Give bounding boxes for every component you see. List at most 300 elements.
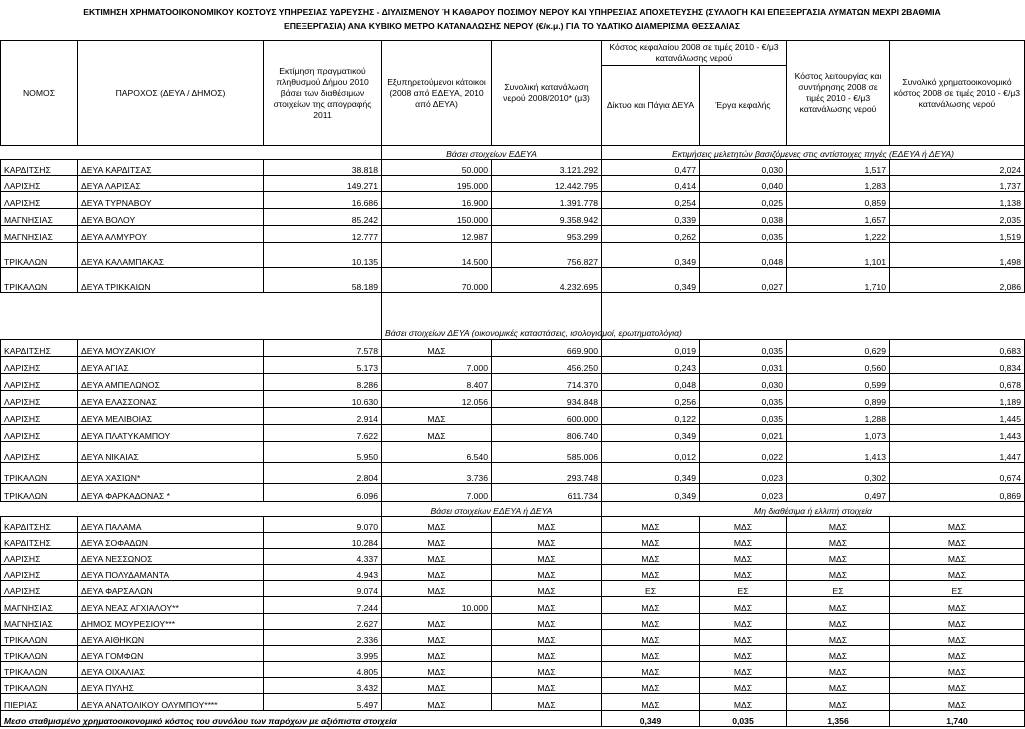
- cell-network: ΜΔΣ: [602, 549, 700, 565]
- cell-paroxos: ΔΕΥΑ ΑΝΑΤΟΛΙΚΟΥ ΟΛΥΜΠΟΥ****: [78, 694, 264, 711]
- cell-population: 7.622: [264, 425, 382, 442]
- cell-total: 1,189: [890, 391, 1025, 408]
- cell-head-works: 0,030: [700, 160, 787, 176]
- header-consumption: Συνολική κατανάλωση νερού 2008/2010* (μ3): [492, 41, 602, 146]
- cell-population: 10.630: [264, 391, 382, 408]
- cell-consumption: 12.442.795: [492, 176, 602, 192]
- cell-head-works: 0,040: [700, 176, 787, 192]
- cell-total: ΜΔΣ: [890, 662, 1025, 678]
- cell-consumption: 953.299: [492, 226, 602, 243]
- cell-operating: 0,560: [787, 357, 890, 374]
- cell-nomos: ΛΑΡΙΣΗΣ: [1, 425, 78, 442]
- cell-paroxos: ΔΕΥΑ ΛΑΡΙΣΑΣ: [78, 176, 264, 192]
- cell-total: ΜΔΣ: [890, 549, 1025, 565]
- cell-paroxos: ΔΕΥΑ ΕΛΑΣΣΟΝΑΣ: [78, 391, 264, 408]
- cell-network: 0,349: [602, 484, 700, 502]
- cell-total: ΜΔΣ: [890, 517, 1025, 533]
- cell-served: ΜΔΣ: [382, 678, 492, 694]
- cell-total: 1,138: [890, 192, 1025, 209]
- cell-total: 2,024: [890, 160, 1025, 176]
- cell-consumption: ΜΔΣ: [492, 630, 602, 646]
- cell-consumption: 714.370: [492, 374, 602, 391]
- cell-head-works: ΜΔΣ: [700, 614, 787, 630]
- cell-served: ΜΔΣ: [382, 340, 492, 357]
- cell-served: ΜΔΣ: [382, 646, 492, 662]
- table-row: [1, 517, 1025, 533]
- cell-population: 2.627: [264, 614, 382, 630]
- cell-served: 14.500: [382, 243, 492, 268]
- cell-served: ΜΔΣ: [382, 630, 492, 646]
- cell-total: ΕΣ: [890, 581, 1025, 597]
- cell-network: ΜΔΣ: [602, 646, 700, 662]
- cell-operating: 1,101: [787, 243, 890, 268]
- cell-total: 1,737: [890, 176, 1025, 192]
- cell-nomos: ΚΑΡΔΙΤΣΗΣ: [1, 517, 78, 533]
- cell-operating: ΜΔΣ: [787, 646, 890, 662]
- cell-paroxos: ΔΕΥΑ ΠΑΛΑΜΑ: [78, 517, 264, 533]
- table-row: [1, 268, 1025, 293]
- cell-head-works: 0,027: [700, 268, 787, 293]
- header-operating-cost: Κόστος λειτουργίας και συντήρησης 2008 σε τιμές 2010 - €/μ3 κατανάλωσης νερού: [787, 41, 890, 146]
- header-nomos: ΝΟΜΟΣ: [1, 41, 78, 146]
- cell-served: 50.000: [382, 160, 492, 176]
- cell-consumption: 4.232.695: [492, 268, 602, 293]
- cell-operating: ΜΔΣ: [787, 549, 890, 565]
- cell-head-works: ΜΔΣ: [700, 549, 787, 565]
- cell-paroxos: ΔΕΥΑ ΝΕΑΣ ΑΓΧΙΑΛΟΥ**: [78, 597, 264, 614]
- cell-head-works: ΜΔΣ: [700, 694, 787, 711]
- title-line-2: ΕΠΕΞΕΡΓΑΣΙΑ) ΑΝΑ ΚΥΒΙΚΟ ΜΕΤΡΟ ΚΑΤΑΝΑΛΩΣΗΣ ΝΕΡΟΥ (€/κ.μ.) ΓΙΑ ΤΟ ΥΔΑΤΙΚΟ ΔΙΑΜΕΡΙΣΜΑ ΘΕΣΣΑΛΙΑΣ: [283, 21, 741, 31]
- cell-head-works: 0,025: [700, 192, 787, 209]
- cell-served: ΜΔΣ: [382, 565, 492, 581]
- cell-operating: 1,413: [787, 442, 890, 463]
- cell-network: 0,349: [602, 268, 700, 293]
- cell-network: ΜΔΣ: [602, 517, 700, 533]
- table-row: [1, 425, 1025, 442]
- cell-network: ΜΔΣ: [602, 678, 700, 694]
- cell-head-works: ΜΔΣ: [700, 517, 787, 533]
- cell-network: 0,477: [602, 160, 700, 176]
- cell-population: 38.818: [264, 160, 382, 176]
- cell-operating: ΜΔΣ: [787, 614, 890, 630]
- cell-paroxos: ΔΕΥΑ ΚΑΡΔΙΤΣΑΣ: [78, 160, 264, 176]
- cell-consumption: 934.848: [492, 391, 602, 408]
- cell-nomos: ΠΙΕΡΙΑΣ: [1, 694, 78, 711]
- cell-consumption: 611.734: [492, 484, 602, 502]
- cell-consumption: 600.000: [492, 408, 602, 425]
- footer-operating: 1,356: [787, 711, 890, 727]
- cell-total: ΜΔΣ: [890, 646, 1025, 662]
- cell-operating: 0,497: [787, 484, 890, 502]
- cell-total: ΜΔΣ: [890, 630, 1025, 646]
- cell-total: 1,443: [890, 425, 1025, 442]
- section3-spacer: [1, 502, 382, 517]
- cell-consumption: 3.121.292: [492, 160, 602, 176]
- cell-nomos: ΤΡΙΚΑΛΩΝ: [1, 646, 78, 662]
- table-row: [1, 408, 1025, 425]
- cell-head-works: ΜΔΣ: [700, 533, 787, 549]
- footer-label: Μεσο σταθμισμένο χρηματοοικονομικό κόστος του συνόλου των παρόχων με αξιόπιστα στοιχεία: [1, 711, 602, 727]
- cell-consumption: 1.391.778: [492, 192, 602, 209]
- cell-paroxos: ΔΗΜΟΣ ΜΟΥΡΕΣΙΟΥ***: [78, 614, 264, 630]
- cell-head-works: 0,035: [700, 391, 787, 408]
- table-row: [1, 357, 1025, 374]
- cell-population: 149.271: [264, 176, 382, 192]
- cell-operating: ΕΣ: [787, 581, 890, 597]
- cell-nomos: ΛΑΡΙΣΗΣ: [1, 357, 78, 374]
- title-line-1: ΕΚΤΙΜΗΣΗ ΧΡΗΜΑΤΟΟΙΚΟΝΟΜΙΚΟΥ ΚΟΣΤΟΥΣ ΥΠΗΡΕΣΙΑΣ ΥΔΡΕΥΣΗΣ - ΔΙΥΛΙΣΜΕΝΟΥ Ή ΚΑΘΑΡΟΥ ΠΟΣΙΜΟΥ ΝΕΡΟΥ ΚΑΙ ΥΠΗΡΕΣΙΑΣ ΑΠΟΧΕΤΕΥΣΗΣ (ΣΥΛΛΟΓΗ ΚΑΙ ΕΠΕΞΕΡΓΑΣΙΑ ΛΥΜΑΤΩΝ ΜΕΧΡΙ 2ΒΑΘΜΙΑ: [83, 7, 941, 17]
- table-row: [1, 549, 1025, 565]
- cell-served: ΜΔΣ: [382, 614, 492, 630]
- footer-head-works: 0,035: [700, 711, 787, 727]
- cell-population: 8.286: [264, 374, 382, 391]
- cell-paroxos: ΔΕΥΑ ΝΙΚΑΙΑΣ: [78, 442, 264, 463]
- cell-nomos: ΛΑΡΙΣΗΣ: [1, 176, 78, 192]
- cell-served: 8.407: [382, 374, 492, 391]
- cell-consumption: 756.827: [492, 243, 602, 268]
- section1-basis-left: Βάσει στοιχείων ΕΔΕΥΑ: [382, 146, 602, 160]
- cell-served: ΜΔΣ: [382, 549, 492, 565]
- cell-total: ΜΔΣ: [890, 694, 1025, 711]
- cell-consumption: 585.006: [492, 442, 602, 463]
- cell-total: 1,445: [890, 408, 1025, 425]
- cell-nomos: ΤΡΙΚΑΛΩΝ: [1, 268, 78, 293]
- cell-population: 2.336: [264, 630, 382, 646]
- cell-total: ΜΔΣ: [890, 678, 1025, 694]
- cell-operating: ΜΔΣ: [787, 597, 890, 614]
- cell-paroxos: ΔΕΥΑ ΦΑΡΣΑΛΩΝ: [78, 581, 264, 597]
- cell-population: 2.804: [264, 463, 382, 484]
- cell-consumption: 669.900: [492, 340, 602, 357]
- cell-network: 0,349: [602, 243, 700, 268]
- cell-paroxos: ΔΕΥΑ ΧΑΣΙΩΝ*: [78, 463, 264, 484]
- cell-network: ΕΣ: [602, 581, 700, 597]
- cell-head-works: 0,021: [700, 425, 787, 442]
- cell-paroxos: ΔΕΥΑ ΤΥΡΝΑΒΟΥ: [78, 192, 264, 209]
- cell-network: 0,019: [602, 340, 700, 357]
- cell-nomos: ΛΑΡΙΣΗΣ: [1, 549, 78, 565]
- cell-paroxos: ΔΕΥΑ ΑΜΠΕΛΩΝΟΣ: [78, 374, 264, 391]
- table-row: [1, 442, 1025, 463]
- cell-consumption: ΜΔΣ: [492, 694, 602, 711]
- cell-served: 10.000: [382, 597, 492, 614]
- table-row: [1, 463, 1025, 484]
- cell-operating: ΜΔΣ: [787, 565, 890, 581]
- cell-population: 7.244: [264, 597, 382, 614]
- cell-consumption: ΜΔΣ: [492, 678, 602, 694]
- section3-basis-right: Μη διαθέσιμα ή ελλιπή στοιχεία: [602, 502, 1025, 517]
- cell-operating: 1,657: [787, 209, 890, 226]
- cell-consumption: 806.740: [492, 425, 602, 442]
- header-population: Εκτίμηση πραγματικού πληθυσμού Δήμου 2010 βάσει των διαθέσιμων στοιχείων της απογραφής 2011: [264, 41, 382, 146]
- table-row: [1, 484, 1025, 502]
- cell-network: ΜΔΣ: [602, 597, 700, 614]
- cell-nomos: ΛΑΡΙΣΗΣ: [1, 565, 78, 581]
- cell-nomos: ΚΑΡΔΙΤΣΗΣ: [1, 160, 78, 176]
- cell-network: ΜΔΣ: [602, 694, 700, 711]
- cell-total: 0,869: [890, 484, 1025, 502]
- cell-population: 10.135: [264, 243, 382, 268]
- cell-served: 7.000: [382, 357, 492, 374]
- table-row: [1, 662, 1025, 678]
- cell-population: 4.337: [264, 549, 382, 565]
- cell-head-works: ΕΣ: [700, 581, 787, 597]
- cell-network: 0,048: [602, 374, 700, 391]
- cell-population: 12.777: [264, 226, 382, 243]
- table-row: [1, 533, 1025, 549]
- table-row: [1, 192, 1025, 209]
- cell-nomos: ΛΑΡΙΣΗΣ: [1, 408, 78, 425]
- cell-served: ΜΔΣ: [382, 408, 492, 425]
- cell-paroxos: ΔΕΥΑ ΠΛΑΤΥΚΑΜΠΟΥ: [78, 425, 264, 442]
- cell-consumption: 456.250: [492, 357, 602, 374]
- cell-network: 0,349: [602, 463, 700, 484]
- cell-served: 150.000: [382, 209, 492, 226]
- cell-population: 3.432: [264, 678, 382, 694]
- cell-network: 0,262: [602, 226, 700, 243]
- cell-population: 3.995: [264, 646, 382, 662]
- cell-consumption: 293.748: [492, 463, 602, 484]
- section1-spacer: [1, 146, 382, 160]
- cell-network: 0,243: [602, 357, 700, 374]
- section2-basis: Βάσει στοιχείων ΔΕΥΑ (οικονομικές καταστάσεις, ισολογισμοί, ερωτηματολόγια): [382, 293, 602, 340]
- cell-nomos: ΛΑΡΙΣΗΣ: [1, 192, 78, 209]
- section2-spacer: [1, 293, 382, 340]
- cell-network: 0,256: [602, 391, 700, 408]
- table-row: [1, 694, 1025, 711]
- cell-paroxos: ΔΕΥΑ ΜΟΥΖΑΚΙΟΥ: [78, 340, 264, 357]
- section3-basis-left: Βάσει στοιχείων ΕΔΕΥΑ ή ΔΕΥΑ: [382, 502, 602, 517]
- cell-paroxos: ΔΕΥΑ ΚΑΛΑΜΠΑΚΑΣ: [78, 243, 264, 268]
- table-row: [1, 678, 1025, 694]
- cell-network: 0,122: [602, 408, 700, 425]
- cell-paroxos: ΔΕΥΑ ΑΛΜΥΡΟΥ: [78, 226, 264, 243]
- section1-basis-right: Εκτιμήσεις μελετητών βασιζόμενες στις αντίστοιχες πηγές (ΕΔΕΥΑ ή ΔΕΥΑ): [602, 146, 1025, 160]
- table-row: [1, 565, 1025, 581]
- table-row: [1, 160, 1025, 176]
- cell-total: 2,086: [890, 268, 1025, 293]
- cell-total: 0,834: [890, 357, 1025, 374]
- table-row: [1, 226, 1025, 243]
- cell-population: 5.173: [264, 357, 382, 374]
- cell-population: 2.914: [264, 408, 382, 425]
- cell-paroxos: ΔΕΥΑ ΣΟΦΑΔΩΝ: [78, 533, 264, 549]
- footer-total: 1,740: [890, 711, 1025, 727]
- cell-operating: 1,288: [787, 408, 890, 425]
- cell-nomos: ΜΑΓΝΗΣΙΑΣ: [1, 226, 78, 243]
- cell-network: ΜΔΣ: [602, 630, 700, 646]
- cell-consumption: ΜΔΣ: [492, 597, 602, 614]
- cell-total: ΜΔΣ: [890, 533, 1025, 549]
- header-capital-cost: Κόστος κεφαλαίου 2008 σε τιμές 2010 - €/μ3 κατανάλωσης νερού: [602, 41, 787, 66]
- cell-nomos: ΤΡΙΚΑΛΩΝ: [1, 243, 78, 268]
- cell-operating: ΜΔΣ: [787, 533, 890, 549]
- cell-served: 3.736: [382, 463, 492, 484]
- cell-consumption: ΜΔΣ: [492, 533, 602, 549]
- cell-nomos: ΛΑΡΙΣΗΣ: [1, 581, 78, 597]
- cell-network: ΜΔΣ: [602, 614, 700, 630]
- table-row: [1, 209, 1025, 226]
- table-row: [1, 176, 1025, 192]
- cell-population: 16.686: [264, 192, 382, 209]
- cell-served: 7.000: [382, 484, 492, 502]
- header-head-works: Έργα κεφαλής: [700, 66, 787, 146]
- cell-consumption: ΜΔΣ: [492, 549, 602, 565]
- cell-operating: ΜΔΣ: [787, 630, 890, 646]
- cell-total: ΜΔΣ: [890, 565, 1025, 581]
- footer-network: 0,349: [602, 711, 700, 727]
- cell-operating: ΜΔΣ: [787, 678, 890, 694]
- cell-paroxos: ΔΕΥΑ ΦΑΡΚΑΔΟΝΑΣ *: [78, 484, 264, 502]
- cell-total: 2,035: [890, 209, 1025, 226]
- cell-paroxos: ΔΕΥΑ ΜΕΛΙΒΟΙΑΣ: [78, 408, 264, 425]
- cell-operating: 0,599: [787, 374, 890, 391]
- cell-served: ΜΔΣ: [382, 517, 492, 533]
- cell-paroxos: ΔΕΥΑ ΝΕΣΣΩΝΟΣ: [78, 549, 264, 565]
- cell-served: 16.900: [382, 192, 492, 209]
- cell-nomos: ΛΑΡΙΣΗΣ: [1, 374, 78, 391]
- cell-head-works: ΜΔΣ: [700, 630, 787, 646]
- cell-head-works: 0,023: [700, 484, 787, 502]
- cell-served: 12.056: [382, 391, 492, 408]
- cell-nomos: ΤΡΙΚΑΛΩΝ: [1, 630, 78, 646]
- cell-served: ΜΔΣ: [382, 581, 492, 597]
- table-row: [1, 391, 1025, 408]
- cell-served: ΜΔΣ: [382, 425, 492, 442]
- cell-operating: 1,710: [787, 268, 890, 293]
- cell-population: 10.284: [264, 533, 382, 549]
- header-served: Εξυπηρετούμενοι κάτοικοι (2008 από ΕΔΕΥΑ, 2010 από ΔΕΥΑ): [382, 41, 492, 146]
- cell-consumption: ΜΔΣ: [492, 614, 602, 630]
- table-row: [1, 581, 1025, 597]
- cell-total: 0,683: [890, 340, 1025, 357]
- cell-network: 0,414: [602, 176, 700, 192]
- cell-head-works: 0,048: [700, 243, 787, 268]
- cell-head-works: 0,030: [700, 374, 787, 391]
- cell-network: 0,349: [602, 425, 700, 442]
- cell-operating: ΜΔΣ: [787, 517, 890, 533]
- cell-head-works: ΜΔΣ: [700, 662, 787, 678]
- cell-nomos: ΤΡΙΚΑΛΩΝ: [1, 463, 78, 484]
- table-row: [1, 374, 1025, 391]
- cell-head-works: ΜΔΣ: [700, 646, 787, 662]
- cell-operating: 1,283: [787, 176, 890, 192]
- table-row: [1, 340, 1025, 357]
- cell-head-works: ΜΔΣ: [700, 678, 787, 694]
- header-paroxos: ΠΑΡΟΧΟΣ (ΔΕΥΑ / ΔΗΜΟΣ): [78, 41, 264, 146]
- cell-population: 9.070: [264, 517, 382, 533]
- cell-operating: 1,073: [787, 425, 890, 442]
- cell-population: 5.950: [264, 442, 382, 463]
- cell-operating: 0,302: [787, 463, 890, 484]
- cell-population: 85.242: [264, 209, 382, 226]
- cell-nomos: ΛΑΡΙΣΗΣ: [1, 391, 78, 408]
- cell-population: 58.189: [264, 268, 382, 293]
- cell-paroxos: ΔΕΥΑ ΠΟΛΥΔΑΜΑΝΤΑ: [78, 565, 264, 581]
- cell-consumption: ΜΔΣ: [492, 662, 602, 678]
- cell-served: 195.000: [382, 176, 492, 192]
- cell-total: 0,674: [890, 463, 1025, 484]
- cell-paroxos: ΔΕΥΑ ΟΙΧΑΛΙΑΣ: [78, 662, 264, 678]
- cell-paroxos: ΔΕΥΑ ΠΥΛΗΣ: [78, 678, 264, 694]
- cell-consumption: ΜΔΣ: [492, 517, 602, 533]
- cell-nomos: ΚΑΡΔΙΤΣΗΣ: [1, 533, 78, 549]
- cell-consumption: 9.358.942: [492, 209, 602, 226]
- cell-operating: 1,222: [787, 226, 890, 243]
- cell-total: 1,519: [890, 226, 1025, 243]
- cell-head-works: 0,022: [700, 442, 787, 463]
- cell-operating: 0,899: [787, 391, 890, 408]
- cell-operating: 0,859: [787, 192, 890, 209]
- cell-operating: ΜΔΣ: [787, 694, 890, 711]
- cell-head-works: ΜΔΣ: [700, 597, 787, 614]
- cell-paroxos: ΔΕΥΑ ΑΙΘΗΚΩΝ: [78, 630, 264, 646]
- cell-nomos: ΤΡΙΚΑΛΩΝ: [1, 662, 78, 678]
- cell-head-works: 0,031: [700, 357, 787, 374]
- cell-consumption: ΜΔΣ: [492, 646, 602, 662]
- cell-total: 1,447: [890, 442, 1025, 463]
- cell-served: ΜΔΣ: [382, 662, 492, 678]
- header-total-cost: Συνολικό χρηματοοικονομικό κόστος 2008 σε τιμές 2010 - €/μ3 κατανάλωσης νερού: [890, 41, 1025, 146]
- cell-operating: ΜΔΣ: [787, 662, 890, 678]
- table-row: [1, 597, 1025, 614]
- footer-row: [1, 711, 1025, 727]
- cell-paroxos: ΔΕΥΑ ΒΟΛΟΥ: [78, 209, 264, 226]
- cell-nomos: ΚΑΡΔΙΤΣΗΣ: [1, 340, 78, 357]
- cell-population: 6.096: [264, 484, 382, 502]
- cell-operating: 1,517: [787, 160, 890, 176]
- cell-head-works: 0,023: [700, 463, 787, 484]
- cell-consumption: ΜΔΣ: [492, 565, 602, 581]
- cell-total: ΜΔΣ: [890, 597, 1025, 614]
- cell-paroxos: ΔΕΥΑ ΑΓΙΑΣ: [78, 357, 264, 374]
- cell-network: ΜΔΣ: [602, 533, 700, 549]
- cell-nomos: ΛΑΡΙΣΗΣ: [1, 442, 78, 463]
- table-row: [1, 614, 1025, 630]
- cell-head-works: 0,035: [700, 340, 787, 357]
- cell-total: ΜΔΣ: [890, 614, 1025, 630]
- cell-population: 4.943: [264, 565, 382, 581]
- cost-table: [0, 40, 1025, 727]
- cell-head-works: 0,035: [700, 408, 787, 425]
- cell-network: 0,339: [602, 209, 700, 226]
- table-row: [1, 646, 1025, 662]
- cell-served: 12.987: [382, 226, 492, 243]
- cell-paroxos: ΔΕΥΑ ΓΟΜΦΩΝ: [78, 646, 264, 662]
- cell-nomos: ΜΑΓΝΗΣΙΑΣ: [1, 209, 78, 226]
- cell-operating: 0,629: [787, 340, 890, 357]
- cell-total: 0,678: [890, 374, 1025, 391]
- cell-network: ΜΔΣ: [602, 565, 700, 581]
- cell-served: ΜΔΣ: [382, 533, 492, 549]
- cell-served: 70.000: [382, 268, 492, 293]
- cell-total: 1,498: [890, 243, 1025, 268]
- cell-population: 7.578: [264, 340, 382, 357]
- cell-nomos: ΜΑΓΝΗΣΙΑΣ: [1, 597, 78, 614]
- cell-population: 9.074: [264, 581, 382, 597]
- cell-nomos: ΜΑΓΝΗΣΙΑΣ: [1, 614, 78, 630]
- cell-population: 5.497: [264, 694, 382, 711]
- cell-network: ΜΔΣ: [602, 662, 700, 678]
- cell-head-works: ΜΔΣ: [700, 565, 787, 581]
- cell-head-works: 0,038: [700, 209, 787, 226]
- cell-served: 6.540: [382, 442, 492, 463]
- cell-population: 4.805: [264, 662, 382, 678]
- cell-nomos: ΤΡΙΚΑΛΩΝ: [1, 678, 78, 694]
- cell-network: 0,254: [602, 192, 700, 209]
- header-network: Δίκτυο και Πάγια ΔΕΥΑ: [602, 66, 700, 146]
- table-row: [1, 243, 1025, 268]
